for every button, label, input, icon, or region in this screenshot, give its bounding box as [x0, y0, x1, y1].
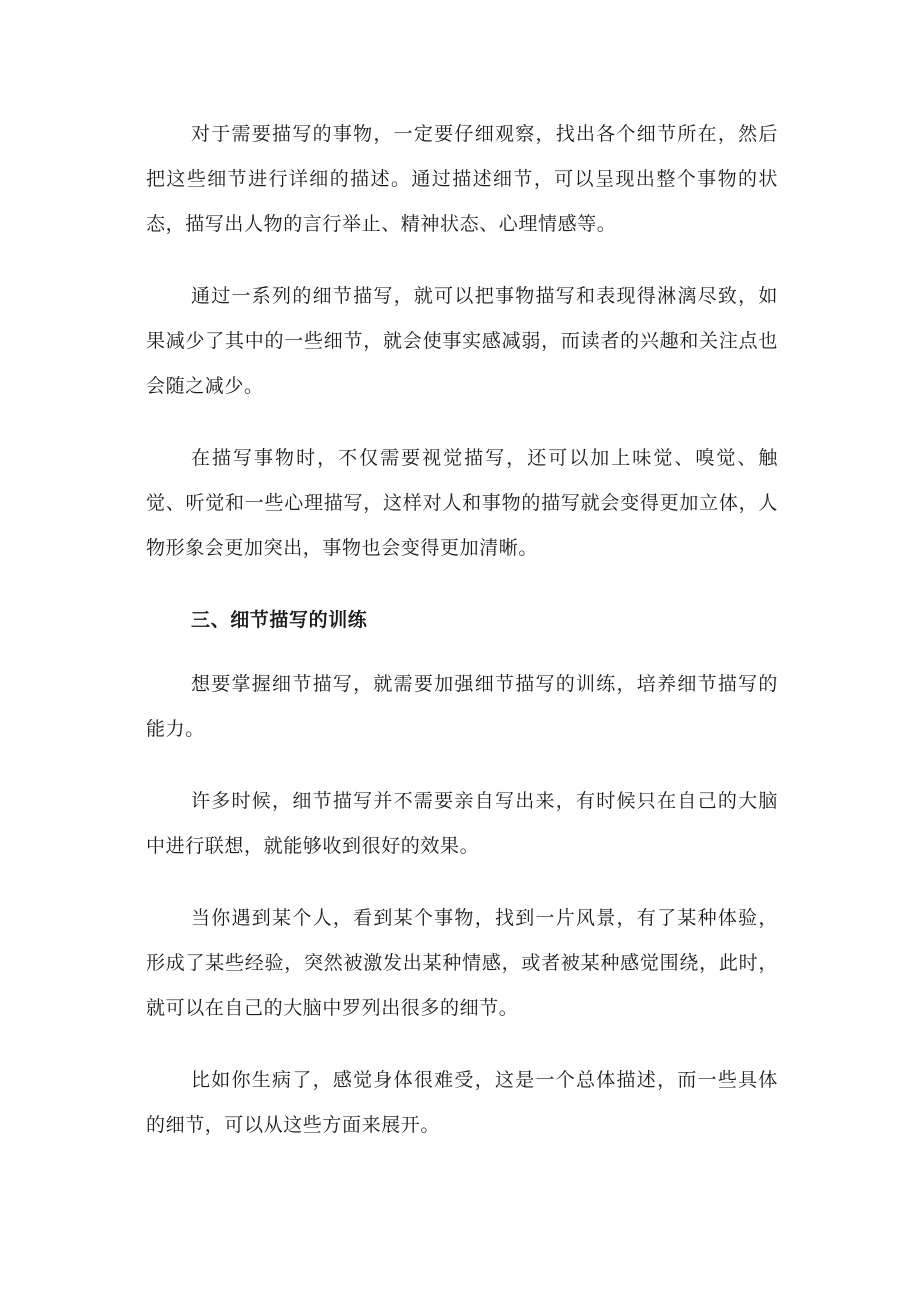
- paragraph-senses: 在描写事物时，不仅需要视觉描写，还可以加上味觉、嗅觉、触觉、听觉和一些心理描写，这样对人和事物的描写就会变得更加立体，人物形象会更加突出，事物也会变得更加清晰。: [146, 447, 778, 559]
- paragraph-experience: 当你遇到某个人，看到某个事物，找到一片风景，有了某种体验，形成了某些经验，突然被激发出某种情感，或者被某种感觉围绕，此时，就可以在自己的大脑中罗列出很多的细节。: [146, 907, 778, 1019]
- paragraph-training: 想要掌握细节描写，就需要加强细节描写的训练，培养细节描写的能力。: [146, 673, 778, 740]
- section-heading: 三、细节描写的训练: [191, 609, 368, 631]
- paragraph-imagination: 许多时候，细节描写并不需要亲自写出来，有时候只在自己的大脑中进行联想，就能够收到很好的效果。: [146, 790, 778, 857]
- paragraph-series-of-details: 通过一系列的细节描写，就可以把事物描写和表现得淋漓尽致，如果减少了其中的一些细节，就会使事实感减弱，而读者的兴趣和关注点也会随之减少。: [146, 285, 778, 397]
- paragraph-example-illness: 比如你生病了，感觉身体很难受，这是一个总体描述，而一些具体的细节，可以从这些方面来展开。: [146, 1069, 778, 1136]
- paragraph-observe-details: 对于需要描写的事物，一定要仔细观察，找出各个细节所在，然后把这些细节进行详细的描述。通过描述细节，可以呈现出整个事物的状态，描写出人物的言行举止、精神状态、心理情感等。: [146, 123, 778, 235]
